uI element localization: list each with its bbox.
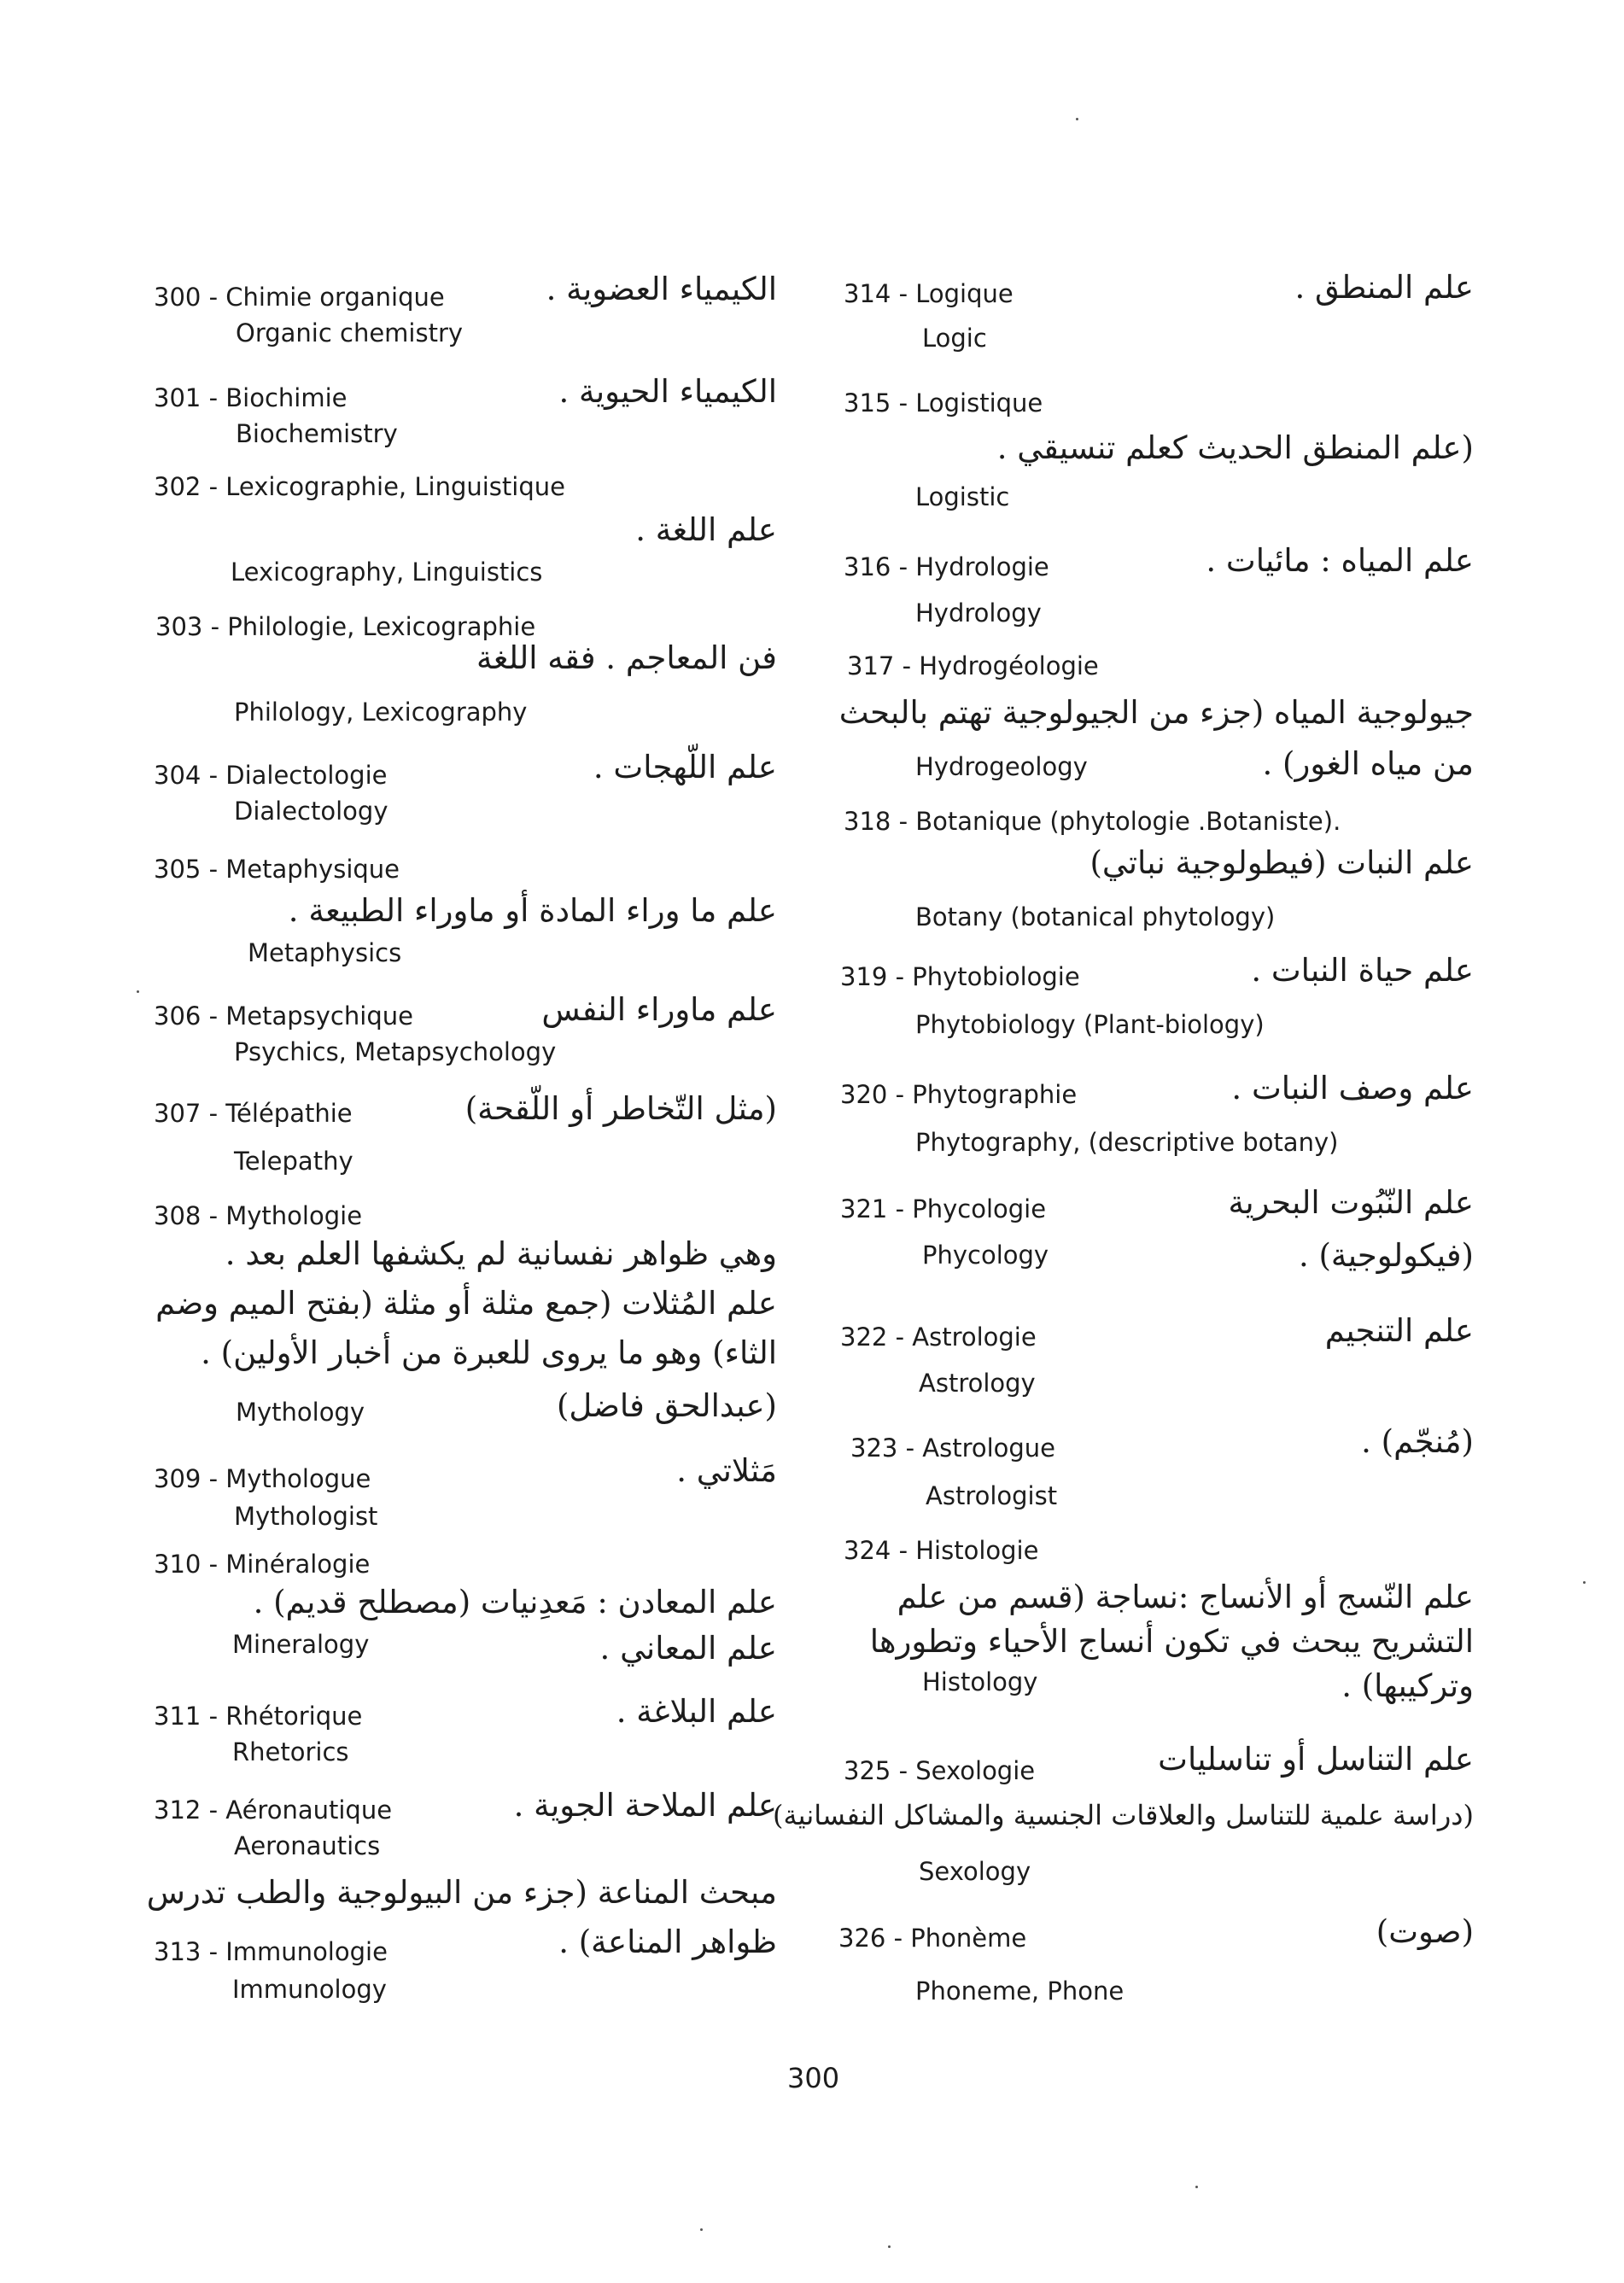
entry-fr: 324 - Histologie <box>844 1536 1039 1565</box>
entry-ar: علم التناسل أو تناسليات <box>1158 1741 1474 1778</box>
entry-en: Dialectology <box>234 797 388 826</box>
entry-fr: 315 - Logistique <box>844 388 1043 417</box>
entry-ar: الكيمياء الحيوية . <box>558 373 777 410</box>
entry-fr: 305 - Metaphysique <box>154 855 400 884</box>
entry-fr: 301 - Biochimie <box>154 383 348 412</box>
entry-fr: 322 - Astrologie <box>840 1323 1037 1352</box>
entry-fr: 317 - Hydrogéologie <box>847 651 1099 680</box>
entry-ar: جيولوجية المياه (جزء من الجيولوجية تهتم بالبحث <box>838 694 1474 731</box>
entry-en: Astrologist <box>926 1481 1058 1510</box>
scan-speck <box>1583 1581 1586 1584</box>
entry-fr: 313 - Immunologie <box>154 1937 388 1966</box>
entry-en: Immunology <box>232 1975 387 2004</box>
entry-ar: من مياه الغور) . <box>1262 745 1474 782</box>
entry-ar: (علم المنطق الحديث كعلم تنسيقي . <box>996 429 1474 466</box>
entry-ar: علم المعادن : مَعدِنيات (مصطلح قديم) . <box>253 1584 777 1620</box>
entry-en: Phytography, (descriptive botany) <box>915 1128 1339 1157</box>
entry-en: Metaphysics <box>248 938 402 967</box>
entry-ar: الثاء) وهو ما يروى للعبرة من أخبار الأولين) . <box>201 1334 777 1371</box>
entry-fr: 318 - Botanique (phytologie .Botaniste). <box>844 807 1341 836</box>
entry-en: Histology <box>922 1667 1038 1696</box>
entry-en: Mythology <box>236 1398 365 1427</box>
scan-speck <box>1076 118 1078 120</box>
entry-ar: (عبدالحق فاضل) <box>557 1387 777 1424</box>
entry-en: Phytobiology (Plant-biology) <box>915 1010 1265 1039</box>
entry-ar: علم ما وراء المادة أو ماوراء الطبيعة . <box>288 892 777 929</box>
entry-ar: علم الملاحة الجوية . <box>513 1787 777 1824</box>
entry-ar: ظواهر المناعة) . <box>558 1924 777 1960</box>
entry-en: Sexology <box>919 1857 1031 1886</box>
entry-en: Aeronautics <box>234 1831 381 1860</box>
scan-speck <box>888 2245 891 2248</box>
entry-en: Biochemistry <box>236 419 398 448</box>
entry-en: Mineralogy <box>232 1630 370 1659</box>
entry-fr: 307 - Télépathie <box>154 1099 353 1128</box>
entry-fr: 325 - Sexologie <box>844 1756 1036 1785</box>
entry-fr: 306 - Metapsychique <box>154 1001 413 1031</box>
entry-fr: 300 - Chimie organique <box>154 283 445 312</box>
entry-ar: علم ماوراء النفس <box>541 991 777 1028</box>
entry-fr: 312 - Aéronautique <box>154 1795 393 1825</box>
entry-ar: مبحث المناعة (جزء من البيولوجية والطب تدرس <box>146 1874 777 1911</box>
entry-en: Hydrogeology <box>915 752 1088 781</box>
entry-ar: علم التنجيم <box>1324 1312 1474 1349</box>
entry-en: Lexicography, Linguistics <box>231 558 543 587</box>
entry-en: Phycology <box>922 1241 1049 1270</box>
scan-speck <box>1195 2186 1198 2188</box>
entry-ar: علم المنطق . <box>1294 269 1474 306</box>
entry-ar: التشريح يبحث في تكون أنساج الأحياء وتطورها <box>869 1623 1474 1660</box>
entry-en: Organic chemistry <box>236 318 464 347</box>
entry-fr: 309 - Mythologue <box>154 1464 371 1493</box>
entry-ar: علم النبات (فيطولوجية نباتي) <box>1089 844 1474 881</box>
entry-fr: 303 - Philologie, Lexicographie <box>155 612 536 641</box>
entry-ar: علم المُثلات (جمع مثلة أو مثلة (بفتح الميم وضم <box>155 1285 777 1322</box>
entry-ar: الكيمياء العضوية . <box>546 271 777 307</box>
entry-en: Botany (botanical phytology) <box>915 902 1276 931</box>
entry-en: Hydrology <box>915 598 1042 628</box>
entry-fr: 302 - Lexicographie, Linguistique <box>154 472 565 501</box>
entry-en: Psychics, Metapsychology <box>234 1037 557 1066</box>
entry-ar: (مُنجّم) . <box>1361 1423 1474 1460</box>
entry-fr: 320 - Phytographie <box>840 1080 1078 1109</box>
entry-ar: علم المياه : مائيات . <box>1206 542 1474 579</box>
entry-ar: علم البلاغة . <box>616 1693 777 1730</box>
entry-fr: 304 - Dialectologie <box>154 761 388 790</box>
scan-speck <box>137 990 139 993</box>
entry-ar: (دراسة علمية للتناسل والعلاقات الجنسية والمشاكل النفسانية) <box>773 1799 1474 1831</box>
scan-speck <box>700 2228 703 2231</box>
entry-fr: 311 - Rhétorique <box>154 1702 363 1731</box>
entry-en: Rhetorics <box>232 1737 349 1766</box>
entry-ar: علم المعاني . <box>599 1630 777 1667</box>
entry-ar: فن المعاجم . فقه اللغة <box>476 639 777 676</box>
entry-en: Telepathy <box>234 1147 353 1176</box>
entry-ar: علم اللغة . <box>635 511 777 548</box>
page-number: 300 <box>787 2062 840 2094</box>
entry-ar: علم النّبُوت البحرية <box>1228 1184 1474 1221</box>
entry-ar: علم اللّهجات . <box>593 749 777 785</box>
entry-en: Philology, Lexicography <box>234 698 528 727</box>
entry-ar: علم النّسج أو الأنساج :نساجة (قسم من علم <box>897 1579 1474 1615</box>
entry-fr: 319 - Phytobiologie <box>840 962 1080 991</box>
entry-fr: 323 - Astrologue <box>850 1433 1056 1463</box>
entry-en: Logic <box>922 324 987 353</box>
entry-fr: 310 - Minéralogie <box>154 1550 371 1579</box>
entry-ar: (مثل التّخاطر أو اللّقحة) <box>464 1090 777 1127</box>
entry-en: Logistic <box>915 482 1010 511</box>
entry-ar: وهي ظواهر نفسانية لم يكشفها العلم بعد . <box>225 1235 777 1272</box>
entry-fr: 314 - Logique <box>844 279 1014 308</box>
entry-en: Mythologist <box>234 1502 378 1531</box>
entry-ar: مَثلاتي . <box>676 1452 777 1489</box>
entry-en: Astrology <box>919 1369 1036 1398</box>
entry-ar: علم وصف النبات . <box>1231 1070 1474 1106</box>
entry-ar: علم حياة النبات . <box>1251 952 1474 989</box>
entry-fr: 308 - Mythologie <box>154 1201 363 1230</box>
entry-fr: 316 - Hydrologie <box>844 552 1049 581</box>
entry-ar: (فيكولوجية) . <box>1298 1237 1474 1274</box>
entry-en: Phoneme, Phone <box>915 1976 1125 2006</box>
entry-fr: 326 - Phonème <box>838 1924 1027 1953</box>
entry-fr: 321 - Phycologie <box>840 1194 1047 1223</box>
entry-ar: وتركيبها) . <box>1341 1667 1474 1704</box>
entry-ar: (صوت) <box>1376 1913 1474 1950</box>
